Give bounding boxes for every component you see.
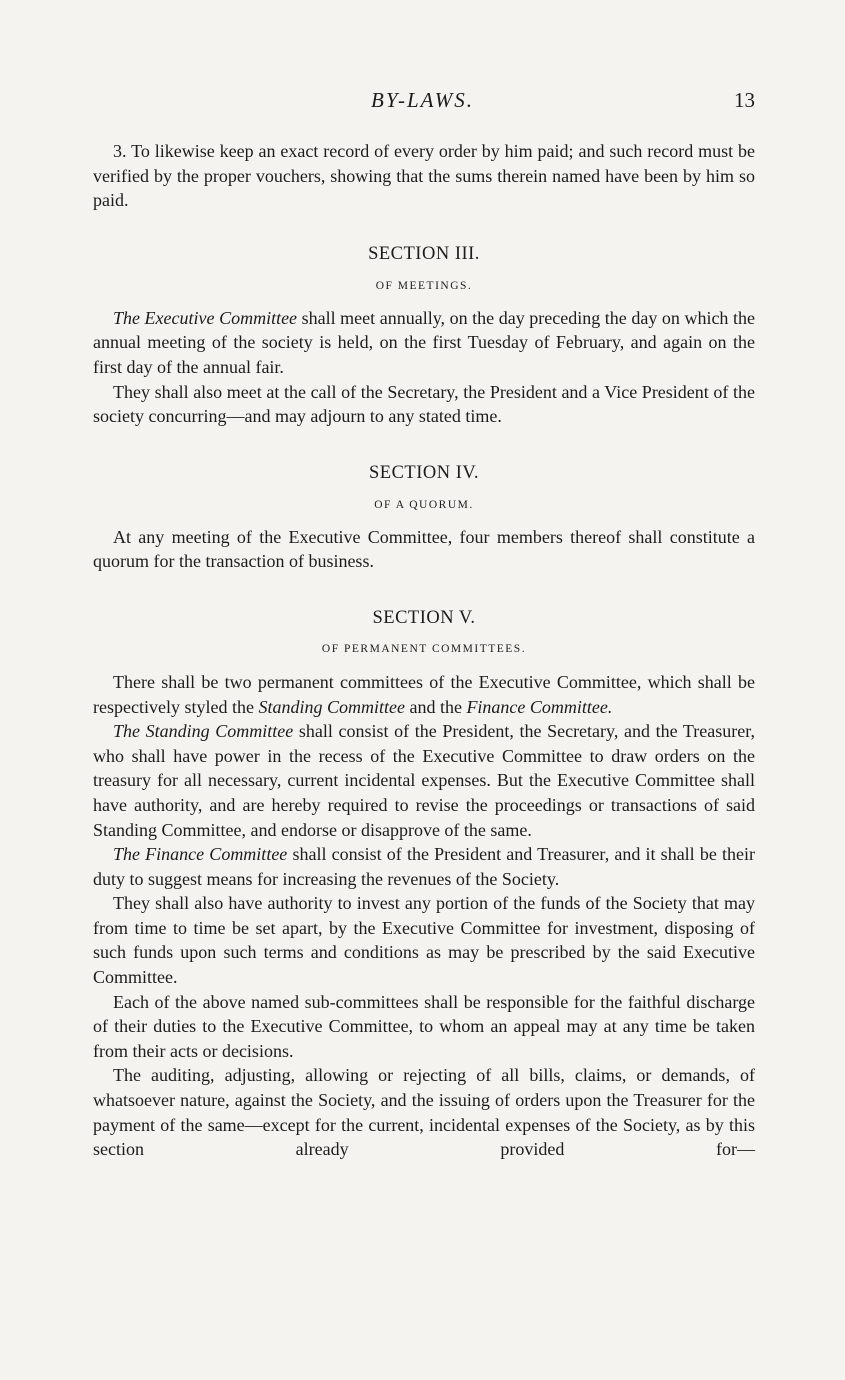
record-keeping-paragraph: 3. To likewise keep an exact record of every order by him paid; and such record must be verified by the proper vouchers, showing that the sums therein named have been by him so paid. xyxy=(93,141,755,211)
section-5-paragraph-2 xyxy=(93,719,755,842)
section-5-paragraph-2-text: shall consist of the President, the Secretary, and the Treasurer, who shall have power in the recess of the Executive Committee to draw orders on the treasury for all necessary, current incidental expenses. But the Executive Committee shall have authority, and are hereby required to revise the proceedings or transactions of said Standing Committee, and endorse or disapprove of the same. xyxy=(93,721,755,840)
section-5-heading: SECTION V. xyxy=(372,607,476,628)
section-3-paragraph-1 xyxy=(93,306,755,380)
section-3-paragraph-1-text: shall meet annually, on the day preceding the day on which the annual meeting of the society is held, on the first Tuesday of February, and again on the first day of the annual fair. xyxy=(93,307,755,377)
finance-committee-lead: The Finance Committee xyxy=(113,844,288,865)
running-head xyxy=(0,88,845,118)
section-4-heading: SECTION IV. xyxy=(369,462,479,483)
section-4-paragraph-1: At any meeting of the Executive Committee, four members thereof shall constitute a quorum for the transaction of business. xyxy=(93,526,755,572)
section-5-paragraph-1 xyxy=(93,670,755,719)
finance-committee-term: Finance Committee. xyxy=(466,696,613,717)
executive-committee-term: The Executive Committee xyxy=(113,307,298,328)
section-5-subheading: OF PERMANENT COMMITTEES. xyxy=(321,642,527,655)
section-3-heading: SECTION III. xyxy=(368,243,480,264)
section-5-paragraph-4: They shall also have authority to invest any portion of the funds of the Society that may from time to time be set apart, by the Executive Committee for investment, disposing of such funds upon such terms and conditions as may be prescribed by the said Executive Committee. xyxy=(93,893,755,988)
section-5-paragraph-6: The auditing, adjusting, allowing or rejecting of all bills, claims, or demands, of whatsoever nature, against the Society, and the issuing of orders upon the Treasurer for the payment of the same—except for the current, incidental expenses of the Society, as by this section already provided for— xyxy=(93,1065,755,1160)
section-3-paragraph-2: They shall also meet at the call of the Secretary, the President and a Vice President of the society concurring—and may adjourn to any stated time. xyxy=(93,381,755,427)
section-3-subheading: OF MEETINGS. xyxy=(375,279,473,292)
section-5-paragraph-1-text-a: There shall be two permanent committees of the Executive Committee, which shall be respectively styled the xyxy=(93,671,755,717)
page-number: 13 xyxy=(734,88,755,112)
section-5-paragraph-1-text-b: and the xyxy=(404,696,467,717)
standing-committee-lead: The Standing Committee xyxy=(113,721,294,742)
section-4-subheading: OF A QUORUM. xyxy=(374,498,474,511)
section-5-paragraph-3-text: shall consist of the President and Treasurer, and it shall be their duty to suggest means for increasing the revenues of the Society. xyxy=(93,844,755,889)
body-text xyxy=(93,139,755,1162)
section-5-paragraph-5: Each of the above named sub-committees shall be responsible for the faithful discharge of their duties to the Executive Committee, to whom an appeal may at any time be taken from their acts or decisions. xyxy=(93,991,755,1061)
section-5-paragraph-3 xyxy=(93,842,755,891)
standing-committee-term: Standing Committee xyxy=(258,696,405,717)
running-title: BY-LAWS. xyxy=(371,88,474,112)
